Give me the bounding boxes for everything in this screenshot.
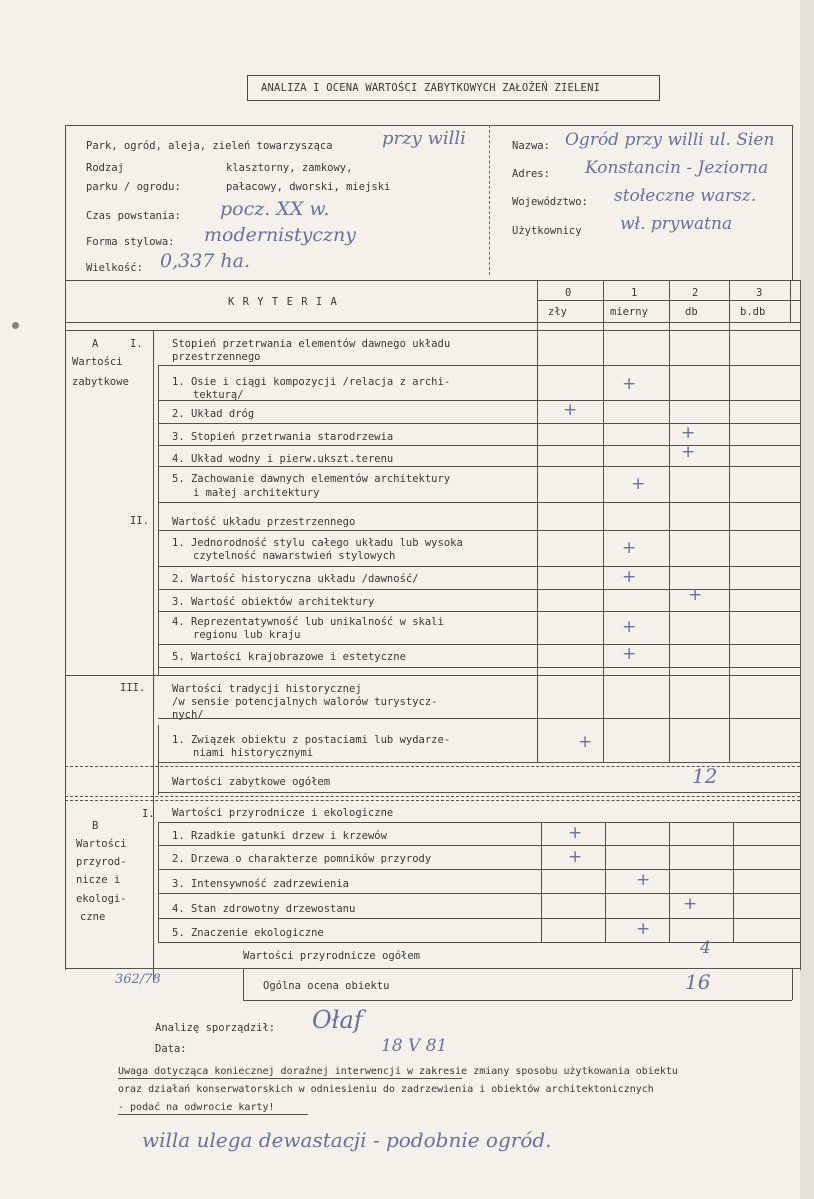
wojewodztwo-label: Województwo: (512, 196, 588, 208)
g1-item-1-line-1: 1. Osie i ciągi kompozycji /relacja z archi- (172, 376, 451, 388)
b-score-col-2 (669, 822, 670, 942)
section-separator-1 (65, 766, 800, 767)
score-0-label: zły (548, 306, 567, 318)
mark-b-item-5: + (636, 919, 651, 939)
b-bottom (158, 942, 800, 943)
g1-row-1-top (158, 365, 800, 366)
mark-g2-item-4: + (622, 617, 637, 637)
kryteria-heading: K R Y T E R I A (228, 296, 338, 308)
score-3-num: 3 (756, 287, 763, 299)
g3-item-1-line-2: niami historycznymi (193, 747, 314, 759)
score-2-label: db (685, 306, 698, 318)
b-row-3-top (158, 869, 800, 870)
roman-col-line (153, 330, 154, 980)
note-line-3: - podać na odwrocie karty! (118, 1102, 275, 1113)
note-line-1: Uwaga dotycząca koniecznej doraźnej interwencji w zakresie zmiany sposobu użytkowania obiektu (118, 1066, 678, 1077)
kryteria-top-border (65, 280, 800, 281)
czas-value: pocz. XX w. (220, 198, 330, 220)
g1-row-2-top (158, 400, 800, 401)
item-col-line-a (158, 365, 159, 675)
section-a-caption-2: zabytkowe (72, 376, 129, 388)
section-b-roman: I. (142, 808, 155, 820)
overall-left-line (243, 968, 244, 1000)
b-row-2-top (158, 845, 800, 846)
group-1-top (65, 330, 800, 331)
section-b-caption-4: ekologi- (76, 893, 127, 905)
mark-g2-item-1: + (622, 538, 637, 558)
g2-item-5: 5. Wartości krajobrazowe i estetyczne (172, 651, 406, 663)
mark-g1-item-2: + (563, 400, 578, 420)
wojewodztwo-value: stołeczne warsz. (614, 186, 757, 206)
section-a-letter: A (92, 338, 99, 350)
g1-row-3-top (158, 423, 800, 424)
b-item-4: 4. Stan zdrowotny drzewostanu (172, 903, 356, 915)
adres-value: Konstancin - Jeziorna (585, 158, 769, 178)
b-item-2: 2. Drzewa o charakterze pomników przyrody (172, 853, 432, 865)
score-0-num: 0 (565, 287, 572, 299)
mark-b-item-3: + (636, 870, 651, 890)
g1-item-3: 3. Stopień przetrwania starodrzewia (172, 431, 394, 443)
table-left-border (65, 280, 66, 970)
item-col-line-a3 (158, 725, 159, 795)
score-1-label: mierny (610, 306, 648, 318)
rodzaj-options-2: pałacowy, dworski, miejski (226, 181, 391, 193)
group-3-roman: III. (120, 682, 146, 694)
overall-label: Ogólna ocena obiektu (263, 980, 390, 992)
g3-bottom (158, 762, 800, 763)
reference-number: 362/78 (115, 972, 161, 987)
section-b-caption-2: przyrod- (76, 856, 127, 868)
b-score-col-0 (541, 822, 542, 942)
mark-b-item-2: + (568, 847, 583, 867)
group-1-title-1: Stopień przetrwania elementów dawnego układu (172, 338, 451, 350)
section-a-total-value: 12 (692, 764, 718, 788)
group-2-roman: II. (130, 515, 149, 527)
b-score-col-1 (605, 822, 606, 942)
table-right-border (800, 280, 801, 970)
a-total-bottom (158, 792, 800, 793)
b-item-1: 1. Rzadkie gatunki drzew i krzewów (172, 830, 387, 842)
g2-row-5-top (158, 644, 800, 645)
b-score-col-3 (733, 822, 734, 942)
mark-g2-item-3: + (688, 585, 703, 605)
mark-g2-item-2: + (622, 567, 637, 587)
section-b-total-label: Wartości przyrodnicze ogółem (243, 950, 421, 962)
score-col-0-line (537, 280, 538, 762)
uzytkownicy-label: Użytkownicy (512, 225, 582, 237)
g2-row-4-top (158, 611, 800, 612)
score-col-1-line (603, 280, 604, 762)
section-b-letter: B (92, 820, 99, 832)
b-item-col-line (158, 822, 159, 942)
rodzaj-label: Rodzaj (86, 162, 124, 174)
g1-item-4: 4. Układ wodny i pierw.ukszt.terenu (172, 453, 394, 465)
g2-row-2-top (158, 566, 800, 567)
mark-g1-item-3: + (681, 423, 696, 443)
b-item-3: 3. Intensywność zadrzewienia (172, 878, 350, 890)
score-col-3-line (729, 280, 730, 762)
sheet-edge (800, 0, 814, 1199)
g2-bottom (158, 667, 800, 668)
g2-item-2: 2. Wartość historyczna układu /dawność/ (172, 573, 419, 585)
g1-bottom (158, 502, 800, 503)
g1-item-5-line-2: i małej architektury (193, 487, 320, 499)
mark-g1-item-4: + (681, 442, 696, 462)
mark-g1-item-5: + (631, 474, 646, 494)
group-3-title-1: Wartości tradycji historycznej (172, 683, 362, 695)
forma-label: Forma stylowa: (86, 236, 175, 248)
analyst-label: Analizę sporządził: (155, 1022, 276, 1034)
score-2-num: 2 (692, 287, 699, 299)
header-divider (489, 125, 490, 275)
header-left-border (65, 125, 66, 280)
section-b-total-value: 4 (700, 938, 711, 958)
mark-g2-item-5: + (622, 644, 637, 664)
overall-right-line (792, 968, 793, 1000)
g1-row-5-top (158, 466, 800, 467)
g1-item-1-line-2: tekturą/ (193, 389, 244, 401)
section-b-caption-1: Wartości (76, 838, 127, 850)
g2-item-1-line-2: czytelność nawarstwień stylowych (193, 550, 396, 562)
score-1-num: 1 (631, 287, 638, 299)
date-value: 18 V 81 (381, 1036, 448, 1056)
handwritten-note: willa ulega dewastacji - podobnie ogród. (142, 1128, 552, 1152)
nazwa-value: Ogród przy willi ul. Sien (565, 130, 775, 150)
score-col-4-line (790, 280, 791, 322)
header-right-border (792, 125, 793, 280)
section-a-total-label: Wartości zabytkowe ogółem (172, 776, 331, 788)
group-1-title-2: przestrzennego (172, 351, 261, 363)
mark-b-item-1: + (568, 823, 583, 843)
g2-item-1-line-1: 1. Jednorodność stylu całego układu lub wysoka (172, 537, 463, 549)
b-row-5-top (158, 918, 800, 919)
park-label: Park, ogród, aleja, zieleń towarzysząca (86, 140, 333, 152)
section-b-caption-5: czne (80, 911, 106, 923)
score-col-2-line (669, 280, 670, 762)
g2-item-4-line-1: 4. Reprezentatywność lub unikalność w skali (172, 616, 444, 628)
g2-row-3-top (158, 589, 800, 590)
park-value: przy willi (382, 128, 466, 149)
czas-label: Czas powstania: (86, 210, 181, 222)
forma-value: modernistyczny (204, 224, 356, 246)
note-line-2: oraz działań konserwatorskich w odniesieniu do zadrzewienia i obiektów architektonicznych (118, 1084, 654, 1095)
mark-g3-item-1: + (578, 732, 593, 752)
group-3-title-2: /w sensie potencjalnych walorów turystycz- (172, 696, 438, 708)
section-separator-3 (65, 800, 800, 801)
analyst-signature: Ołaf (312, 1006, 363, 1034)
group-3-title-3: nych/ (172, 709, 204, 721)
overall-value: 16 (685, 970, 711, 994)
adres-label: Adres: (512, 168, 550, 180)
punch-hole (12, 322, 19, 329)
group-3-top (65, 675, 800, 676)
note-underline-3 (118, 1114, 308, 1115)
group-2-title: Wartość układu przestrzennego (172, 516, 356, 528)
section-b-title: Wartości przyrodnicze i ekologiczne (172, 807, 394, 819)
overall-bottom-line (243, 1000, 792, 1001)
g2-item-3: 3. Wartość obiektów architektury (172, 596, 375, 608)
g2-item-4-line-2: regionu lub kraju (193, 629, 301, 641)
uzytkownicy-value: wł. prywatna (620, 214, 733, 234)
nazwa-label: Nazwa: (512, 140, 550, 152)
section-b-caption-3: nicze i (76, 874, 121, 886)
kryteria-bottom-border (65, 322, 800, 323)
section-a-caption-1: Wartości (72, 356, 123, 368)
form-title: ANALIZA I OCENA WARTOŚCI ZABYTKOWYCH ZAŁOŻEŃ ZIELENI (261, 82, 601, 94)
wielkosc-value: 0,337 ha. (160, 250, 251, 272)
b-total-bottom (65, 968, 800, 969)
score-3-label: b.db (740, 306, 766, 318)
b-row-1-top (158, 822, 800, 823)
g2-row-1-top (158, 530, 800, 531)
header-top-border (65, 125, 792, 126)
mark-b-item-4: + (683, 894, 698, 914)
note-underline-1 (118, 1078, 462, 1079)
section-separator-2 (65, 796, 800, 797)
wielkosc-label: Wielkość: (86, 262, 143, 274)
b-row-4-top (158, 893, 800, 894)
form-title-box (247, 75, 660, 101)
g3-item-1-line-1: 1. Związek obiektu z postaciami lub wydarze- (172, 734, 451, 746)
g1-item-5-line-1: 5. Zachowanie dawnych elementów architektury (172, 473, 451, 485)
mark-g1-item-1: + (622, 374, 637, 394)
rodzaj-label-2: parku / ogrodu: (86, 181, 181, 193)
group-1-roman: I. (130, 338, 143, 350)
g3-row-1-top (158, 718, 800, 719)
date-label: Data: (155, 1043, 187, 1055)
g1-item-2: 2. Układ dróg (172, 408, 255, 420)
g1-row-4-top (158, 445, 800, 446)
rodzaj-options-1: klasztorny, zamkowy, (226, 162, 353, 174)
b-item-5: 5. Znaczenie ekologiczne (172, 927, 324, 939)
